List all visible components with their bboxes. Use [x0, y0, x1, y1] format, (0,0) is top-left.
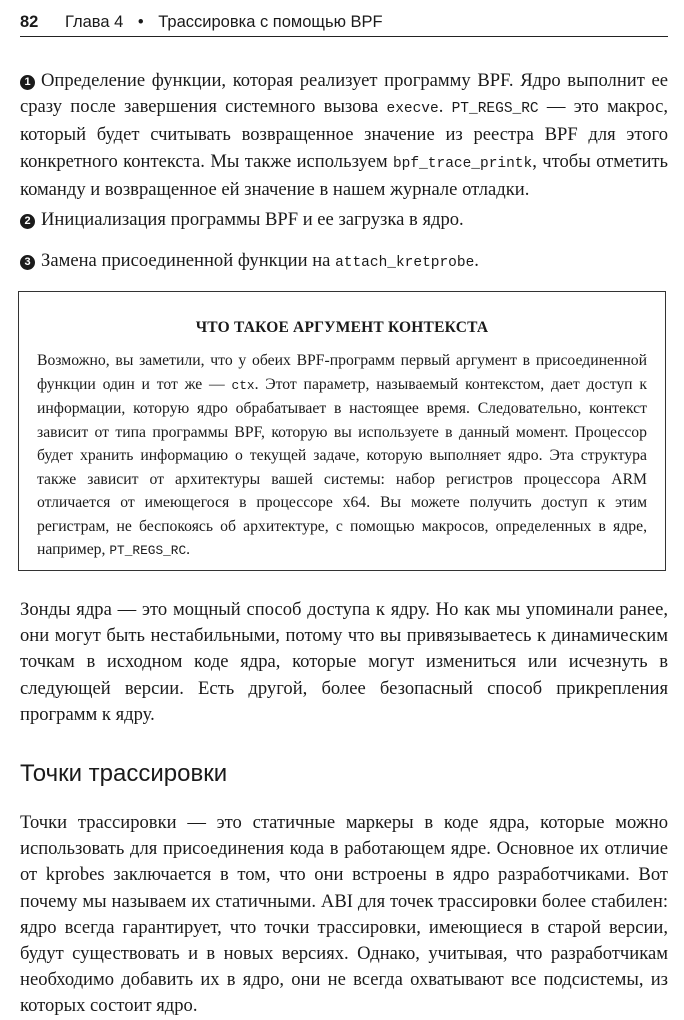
- list-item-1: [20, 68, 668, 203]
- header-rule: [20, 36, 668, 37]
- inline-code: ctx: [231, 377, 255, 393]
- text-run: .: [186, 541, 191, 558]
- inline-code: bpf_trace_printk: [392, 155, 533, 172]
- text-run: Инициализация программы BPF и ее загрузка в ядро.: [41, 209, 464, 230]
- section-heading: Точки трассировки: [20, 760, 228, 787]
- text-run: Замена присоединенной функции на: [41, 250, 336, 271]
- text-run: , чтобы отметить команду и возвращенное ей значение в нашем журнале отладки.: [20, 150, 668, 200]
- list-item-1-text: [20, 70, 668, 200]
- marker-3-icon: 3: [20, 255, 35, 270]
- sidebar-title: ЧТО ТАКОЕ АРГУМЕНТ КОНТЕКСТА: [195, 319, 489, 336]
- text-run: Определение функции, которая реализует программу BPF. Ядро выполнит ее сразу после завершения системного вызова: [20, 70, 668, 118]
- paragraph-tracepoints: Точки трассировки — это статичные маркеры в коде ядра, которые можно использовать для присоединения кода в работающем ядре. Основное их отличие от kprobes заключается в том, что они встроены в ядро разработчиками. Вот почему мы называем их статичными. ABI для точек трассировки более стабилен: ядро всегда гарантирует, что точки трассировки, имеющиеся в старой версии, будут существовать и в новых версиях. Однако, учитывая, что разработчикам необходимо добавить их в ядро, они не всегда охватывают все подсистемы, из которых состоит ядро.: [20, 812, 668, 1017]
- list-item-3-text: [41, 250, 479, 271]
- running-header: [20, 10, 668, 34]
- header-separator: •: [137, 13, 144, 31]
- list-item-2: [20, 207, 668, 233]
- sidebar-box: [18, 291, 666, 571]
- text-run: .: [474, 250, 479, 271]
- text-run: . Этот параметр, называемый контекстом, дает доступ к информации, которую ядро обрабатывает в настоящее время. Следовательно, контекст зависит от типа программы BPF, которую вы используете в данный момент. Процессор будет хранить информацию о текущей задаче, которую выполняет ядро. Эта структура также зависит от архитектуры вашей системы: набор регистров процессора ARM отличается от имеющегося в процессоре x64. Вы можете получить доступ к этим регистрам, не беспокоясь об архитектуре, с помощью макросов, определенных в ядре, например,: [37, 375, 647, 558]
- list-item-3: [20, 248, 668, 276]
- inline-code: PT_REGS_RC: [451, 101, 539, 118]
- text-run: .: [438, 96, 452, 118]
- text-run: — это макрос, который будет считывать возвращенное значение из реестра BPF для этого конкретного контекста. Мы также используем: [20, 96, 668, 172]
- marker-2-icon: 2: [20, 214, 35, 229]
- marker-1-icon: 1: [20, 75, 35, 90]
- inline-code: attach_kretprobe: [335, 255, 475, 271]
- chapter-label: Глава 4: [64, 13, 124, 31]
- paragraph-kprobes: Зонды ядра — это мощный способ доступа к ядру. Но как мы упоминали ранее, они могут быть нестабильными, потому что вы привязываетесь к динамическим точкам в исходном коде ядра, которые могут измениться или исчезнуть в следующей версии. Есть другой, более безопасный способ прикрепления программ к ядру.: [20, 599, 668, 725]
- chapter-title: Трассировка с помощью BPF: [158, 13, 383, 31]
- text-run: Возможно, вы заметили, что у обеих BPF-программ первый аргумент в присоединенной функции один и тот же —: [37, 352, 647, 393]
- page-number: 82: [20, 13, 39, 31]
- inline-code: execve: [386, 101, 439, 118]
- list-item-2-text: [41, 209, 464, 230]
- sidebar-text: [37, 349, 647, 563]
- inline-code: PT_REGS_RC: [109, 543, 187, 558]
